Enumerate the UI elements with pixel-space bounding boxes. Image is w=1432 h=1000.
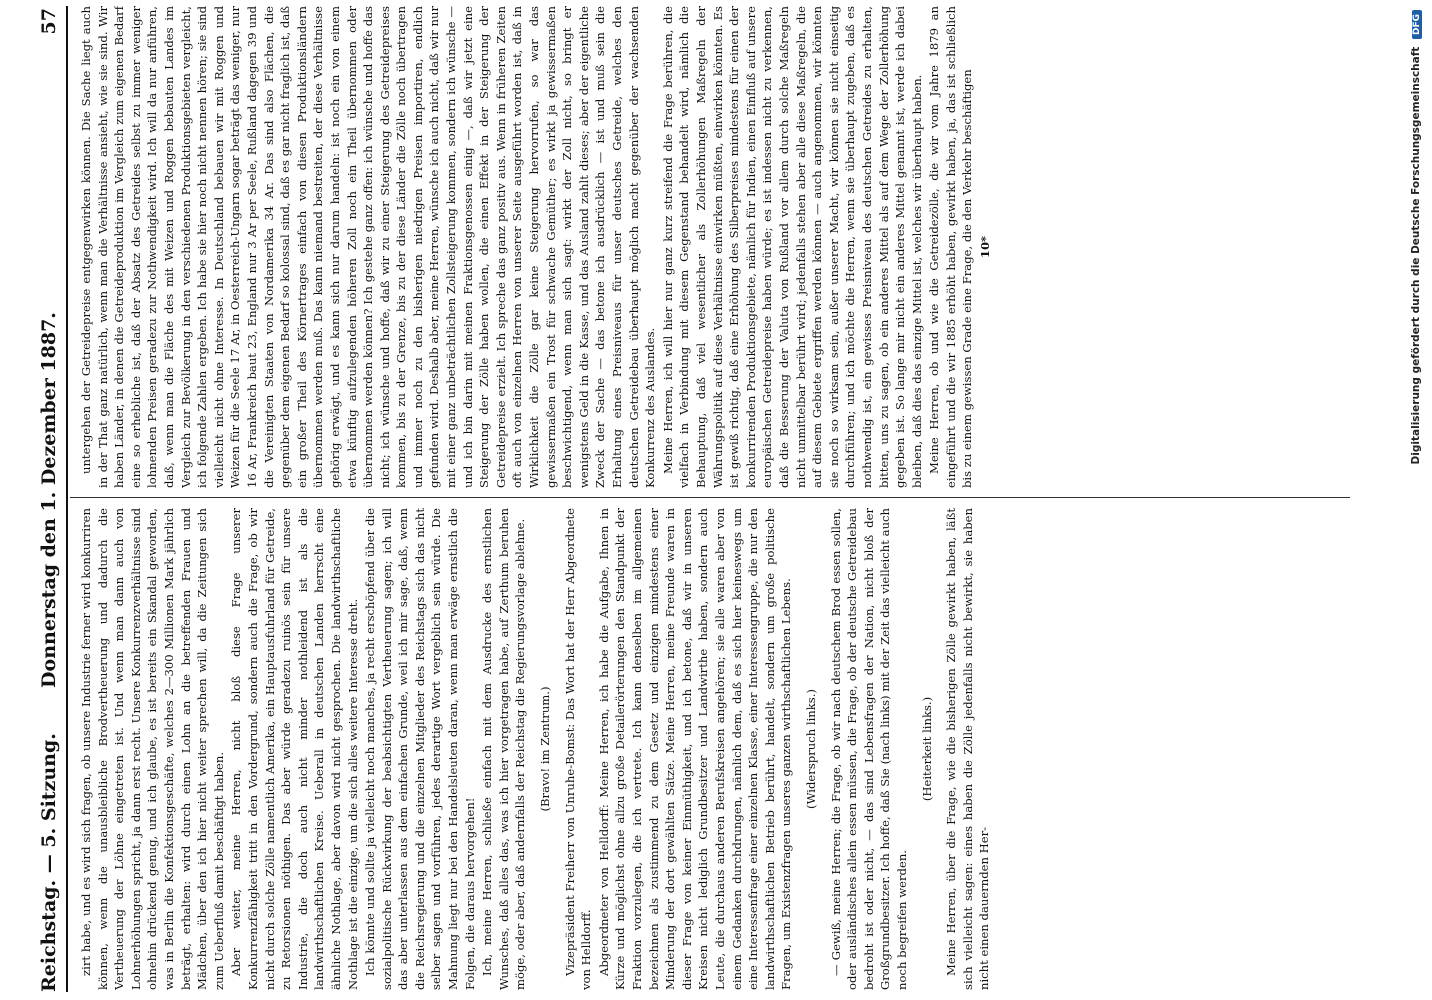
page-number: 57: [38, 8, 60, 35]
dfg-logo: DFG: [1412, 10, 1422, 39]
header-left: Reichstag. — 5. Sitzung.: [38, 733, 60, 992]
column-divider: [70, 497, 1350, 498]
paragraph: Meine Herren, ob und wie die Getreidezölle, die wir vom Jahre 1879 an eingeführt und die wir 1885 erhöht haben, gewirkt haben, ja, das ist schließlich bis zu einem gewissen Grade eine Frage, die den Verkehr beschäftigen: [927, 6, 975, 488]
stage-direction: (Heiterkeit links.): [919, 696, 934, 802]
paragraph: Aber weiter, meine Herren, nicht bloß diese Frage unserer Konkurrenzfähigkeit tritt in den Vordergrund, sondern auch die Frage, ob wir nicht durch solche Zölle namentlich Amerika, ein Hauptausfuhrland für Getreide, zu Retorsionen nöthigen. Das aber würde geradezu ruinös sein für unsere Industrie, die doch auch nicht minder nothleidend ist als die landwirthschaftlichen Kreise. Ueberall in deutschen Landen herrscht eine ähnliche Nothlage, aber davon wird nicht gesprochen. Die landwirthschaftliche Nothlage ist die einzige, um die sich alles weitere Interesse dreht.: [229, 508, 360, 990]
stage-direction: (Widerspruch links.): [803, 689, 818, 809]
stage-direction: (Bravo! im Zentrum.): [538, 686, 553, 812]
right-column: [78, 6, 1378, 488]
header-rule: [66, 6, 68, 992]
paragraph: untergehen der Getreidepreise entgegenwirken können. Die Sache liegt auch in der That ganz natürlich, wenn man die Verhältnisse ansieht, wie sie sind. Wir haben Länder, in denen die Getreideproduktion im Vergleich zum eigenen Bedarf eine so erhebliche ist, daß der Absatz des Getreides selbst zu immer weniger lohnenden Preisen geradezu zur Nothwendigkeit wird. Ich will da nur anführen, daß, wenn man die Fläche des mit Weizen und Roggen bebauten Landes im Vergleich zur Bevölkerung in den verschiedenen Produktionsgebieten vergleicht, ich folgende Zahlen ergeben. Ich habe sie hier noch nicht nennen hören; sie sind vielleicht nicht ohne Interesse. In Deutschland bebauen wir mit Roggen und Weizen für die Seele 17 Ar, in Oesterreich-Ungarn sogar beträgt das weniger, nur 16 Ar, Frankreich baut 23, England nur 3 Ar per Seele, Rußland dagegen 39 und die Vereinigten Staaten von Nordamerika 34 Ar. Das sind also Flächen, die gegenüber dem eigenen Bedarf so kolossal sind, daß es gar nicht fraglich ist, daß ein großer Theil des Körnertrages einfach von diesen Produktionsländern übernommen werden muß. Das kann niemand bestreiten, der diese Verhältnisse gehörig erwägt, und es kann sich nur darum handeln: ist noch ein von einem etwa künftig aufzulegenden höheren Zoll noch ein Theil übernommen oder übernommen werden können? Ich gestehe ganz offen: ich wünsche und hoffe das nicht; ich wünsche und hoffe, daß wir zu einer Steigerung des Getreidepreises kommen, bis zu der Grenze, bis zu der diese Länder die Zölle noch übertragen und immer noch zu den bisherigen niedrigen Preisen importiren, endlich gefunden wird. Deshalb aber, meine Herren, wünsche ich auch nicht, daß wir nur mit einer ganz unbeträchtlichen Zollsteigerung kommen, sondern ich wünsche — und ich bin darin mit meinen Fraktionsgenossen einig —, daß wir jetzt eine Steigerung der Zölle haben wollen, die einen Effekt in der Steigerung der Getreidepreise erzielt. Ich spreche das ganz positiv aus. Wenn in früheren Zeiten oft auch von einzelnen Herren von unserer Seite ausgeführt worden ist, daß in Wirklichkeit die Zölle gar keine Steigerung hervorrufen, so war das gewissermaßen ein Trost für schwache Gemüther; es wirkt ja gewissermaßen beschwichtigend, wenn man sich sagt: wirkt der Zoll nicht, so bringt er wenigstens Geld in die Kasse, und das Ausland zahlt dieses; aber der eigentliche Zweck der Sache — das betone ich ausdrücklich — ist und muß sein die Erhaltung eines Preisniveaus für unser deutsches Getreide, welches den deutschen Getreidebau überhaupt möglich macht gegenüber der wachsenden Konkurrenz des Auslandes.: [79, 6, 658, 488]
paragraph: — Gewiß, meine Herren; die Frage, ob wir nach deutschem Brod essen sollen, oder ausländisches allein essen müssen, die Frage, ob der deutsche Getreidebau bedroht ist oder nicht, — das sind Lebensfragen der Nation, nicht bloß der Großgrundbesitzer. Ich hoffe, daß Sie (nach links) mit der Zeit das vielleicht auch noch begreifen werden.: [828, 508, 909, 990]
signature-mark: 10*: [978, 235, 993, 259]
left-column: [78, 508, 1378, 990]
paragraph: Ich könnte und sollte ja vielleicht noch manches, ja recht erschöpfend über die sozialpolitische Rückwirkung der beabsichtigten Vertheuerung sagen; ich will das aber unterlassen aus dem einfachen Grunde, weil ich mir sage, daß, wenn die Reichsregierung und die einzelnen Mitglieder des Reichstags sich das nicht selber sagen und vorführen, jedes derartige Wort vergeblich sein würde. Die Mahnung liegt nur bei den Handelsleuten daran, wenn man erwäge ernstlich die Folgen, die daraus hervorgehen!: [363, 508, 477, 990]
paragraph: Meine Herren, ich will hier nur ganz kurz streifend die Frage berühren, die vielfach in Verbindung mit diesem Gegenstand behandelt wird, nämlich die Behauptung, daß viel wesentlicher als Zollerhöhungen Maßregeln der Währungspolitik auf diese Verhältnisse einwirken müßten, einwirken könnten. Es ist gewiß richtig, daß eine Erhöhung des Silberpreises mindestens für einen der konkurrirenden Produktionsgebiete, nämlich für Indien, einen Einfluß auf unsere europäischen Getreidepreise haben würde; es ist indessen nicht zu verkennen, daß die Besserung der Valuta von Rußland vor allem durch solche Maßregeln nicht unmittelbar berührt wird; jedenfalls stehen aber alle diese Maßregeln, die auf diesem Gebiete ergriffen werden können — auch angenommen, wir könnten sie noch so wirksam sein, außer unserer Macht, wir können sie nicht einseitig durchführen; und ich möchte die Herren, wenn sie überhaupt zugeben, daß es nothwendig ist, ein gewisses Preisniveau des deutschen Getreides zu erhalten, bitten, uns zu sagen, ob ein anderes Mittel als auf dem Wege der Zollerhöhung gegeben ist. So lange mir nicht ein anderes Mittel genannt ist, werde ich dabei bleiben, daß dies das einzige Mittel ist, welches wir überhaupt haben.: [660, 6, 924, 488]
digitization-credit: [1410, 10, 1428, 710]
paragraph: zirt habe, und es wird sich fragen, ob unsere Industrie ferner wird konkurriren können, wenn die unausbleibliche Brodvertheuerung und dadurch die Vertheuerung der Löhne eingetreten ist. Und wenn man dann auch von Lohnerhöhungen spricht, ja dann erst recht. Unsere Konkurrenzverhältnisse sind ohnehin drückend genug, und ich glaube, es ist bereits ein Skandal geworden, was in Berlin die Konfektionsgeschäfte, welches 2—300 Millionen Mark jährlich beträgt, erhalten: wird durch einen Lohn an die betreffenden Frauen und Mädchen, über den ich hier nicht weiter sprechen will, da die Zeitungen sich zum Ueberfluß damit beschäftigt haben.: [79, 508, 226, 990]
speaker-paragraph: Vizepräsident Freiherr von Unruhe-Bomst: Das Wort hat der Herr Abgeordnete von Helldorff.: [562, 508, 594, 990]
page-header: [20, 8, 68, 992]
header-center: Donnerstag den 1. Dezember 1887.: [38, 312, 60, 688]
paragraph: Ich, meine Herren, schließe einfach mit dem Ausdrucke des ernstlichen Wunsches, daß alles das, was ich hier vorgetragen habe, auf Zerthum beruhen möge, oder aber, daß andernfalls der Reichstag die Regierungsvorlage ablehne.: [480, 508, 528, 990]
speaker-paragraph: Abgeordneter von Helldorff: Meine Herren, ich habe die Aufgabe, Ihnen in Kürze und möglichst ohne allzu große Detailerörterungen den Standpunkt der Fraktion vorzulegen, die ich vertrete. Ich kann denselben im allgemeinen bezeichnen als zustimmend zu dem Gesetz und einzigen mindestens einer Minderung der dort gewählten Sätze. Meine Herren, meine Freunde waren in dieser Frage von keiner Einmüthigkeit, und ich betone, daß wir in unseren Kreisen nicht lediglich Grundbesitzer und Landwirthe haben, sondern auch Leute, die durchaus anderen Berufskreisen angehören; sie alle waren aber von einem Gedanken durchdrungen, nämlich dem, daß es sich hier keineswegs um eine Interessenfrage einer einzelnen Klasse, einer Interessengruppe, die nur den landwirthschaftlichen Betrieb berührt, handelt, sondern um große politische Fragen, um Existenzfragen unseres ganzen wirthschaftlichen Lebens.: [596, 508, 794, 990]
credit-text: Digitalisierung gefördert durch die Deutsche Forschungsgemeinschaft: [1410, 46, 1422, 465]
paragraph: Meine Herren, über die Frage, wie die bisherigen Zölle gewirkt haben, läßt sich vielleicht sagen: eines haben die Zölle jedenfalls nicht bewirkt, sie haben nicht einen dauernden Her-: [944, 508, 992, 990]
